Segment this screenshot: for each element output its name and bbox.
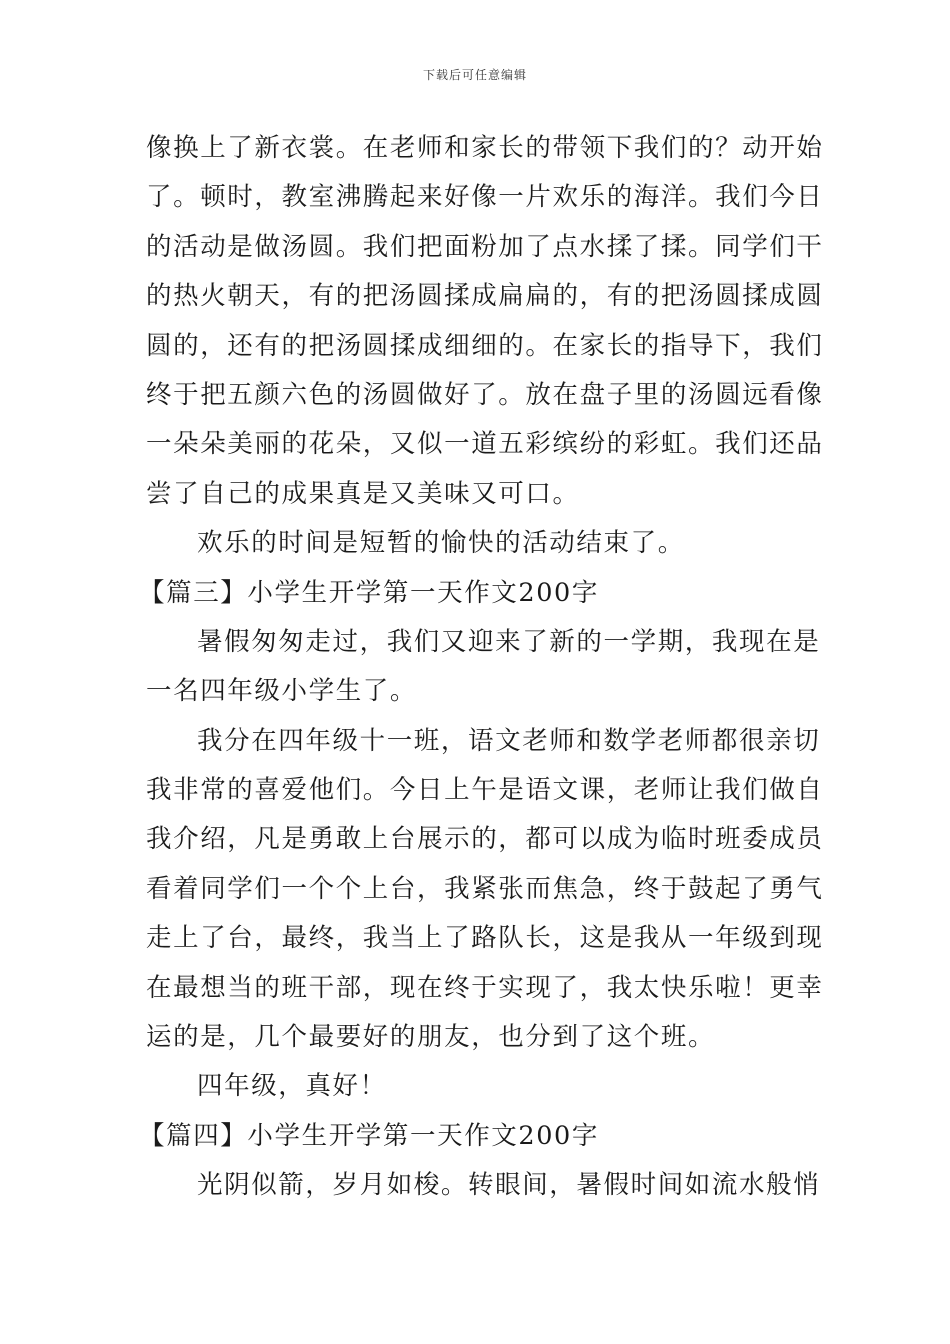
paragraph-line: 的活动是做汤圆。我们把面粉加了点水揉了揉。同学们干 <box>146 231 824 262</box>
section-heading: 【篇四】小学生开学第一天作文200字 <box>139 1120 599 1151</box>
header-note: 下载后可任意编辑 <box>422 68 527 82</box>
paragraph-line: 终于把五颜六色的汤圆做好了。放在盘子里的汤圆远看像 <box>146 379 824 410</box>
document-body <box>139 124 824 1211</box>
paragraph-line: 看着同学们一个个上台，我紧张而焦急，终于鼓起了勇气 <box>146 873 824 904</box>
paragraph-line: 我非常的喜爱他们。今日上午是语文课，老师让我们做自 <box>146 775 824 806</box>
paragraph-line: 光阴似箭，岁月如梭。转眼间，暑假时间如流水般悄 <box>197 1170 821 1201</box>
paragraph-line: 在最想当的班干部，现在终于实现了，我太快乐啦！更幸 <box>146 972 824 1003</box>
paragraph-line: 运的是，几个最要好的朋友，也分到了这个班。 <box>146 1022 716 1053</box>
paragraph-line: 我介绍，凡是勇敢上台展示的，都可以成为临时班委成员 <box>146 824 824 855</box>
paragraph-line: 欢乐的时间是短暂的愉快的活动结束了。 <box>197 528 685 559</box>
paragraph-line: 一朵朵美丽的花朵，又似一道五彩缤纷的彩虹。我们还品 <box>146 429 824 460</box>
paragraph-line: 的热火朝天，有的把汤圆揉成扁扁的，有的把汤圆揉成圆 <box>146 281 824 312</box>
paragraph-line: 我分在四年级十一班，语文老师和数学老师都很亲切 <box>197 725 821 756</box>
paragraph-line: 了。顿时，教室沸腾起来好像一片欢乐的海洋。我们今日 <box>146 182 824 213</box>
paragraph-line: 一名四年级小学生了。 <box>146 676 418 707</box>
paragraph-line: 走上了台，最终，我当上了路队长，这是我从一年级到现 <box>146 923 824 954</box>
paragraph-line: 四年级，真好！ <box>197 1071 387 1102</box>
paragraph-line: 圆的，还有的把汤圆揉成细细的。在家长的指导下，我们 <box>146 330 824 361</box>
section-heading: 【篇三】小学生开学第一天作文200字 <box>139 577 599 608</box>
paragraph-line: 像换上了新衣裳。在老师和家长的带领下我们的？动开始 <box>146 133 824 163</box>
paragraph-line: 尝了自己的成果真是又美味又可口。 <box>146 478 580 509</box>
paragraph-line: 暑假匆匆走过，我们又迎来了新的一学期，我现在是 <box>197 626 821 657</box>
